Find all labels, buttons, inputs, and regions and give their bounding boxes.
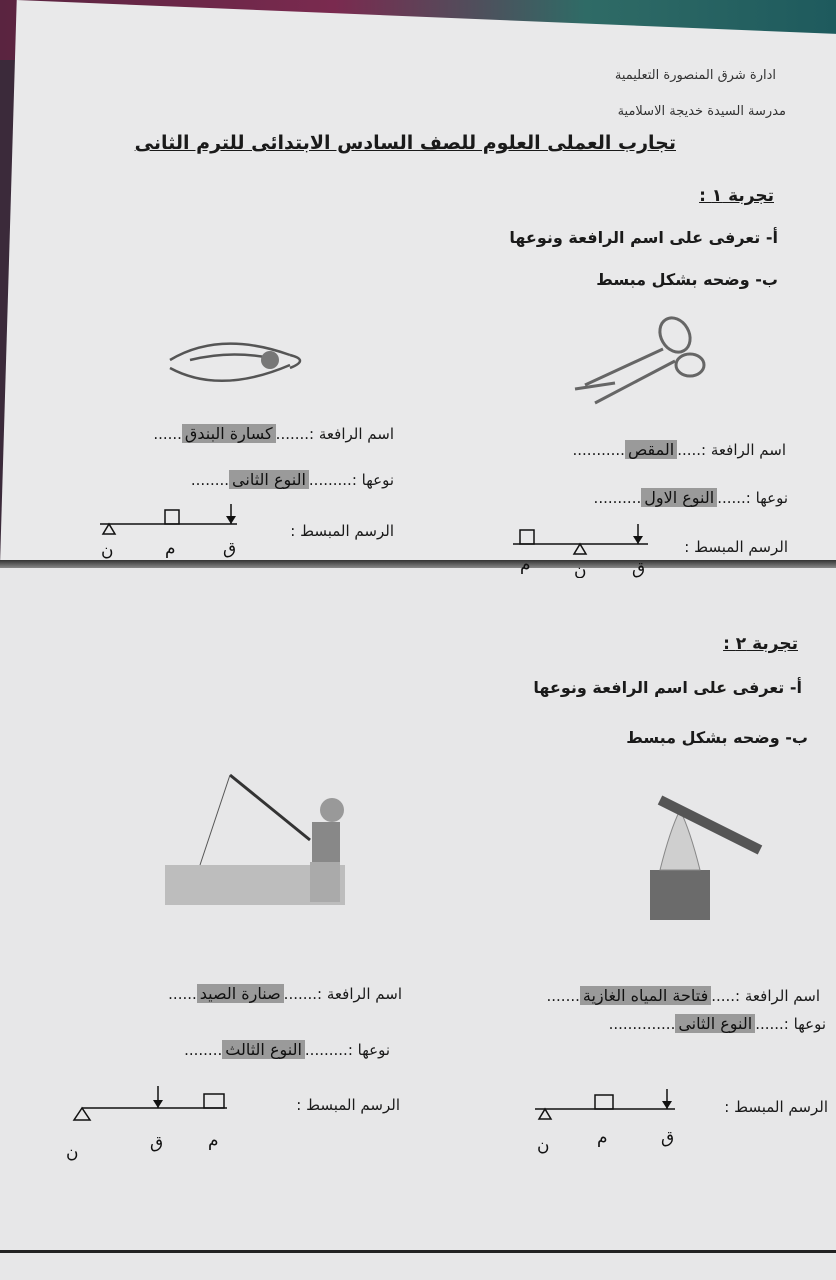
experiment-2-question-b: ب- وضحه بشكل مبسط	[626, 728, 808, 747]
lever-type-dots: ........	[190, 471, 230, 489]
load-letter: م	[208, 1131, 219, 1151]
divider	[0, 1250, 836, 1253]
fulcrum-letter: ن	[537, 1136, 550, 1155]
lever-name-label: اسم الرافعة :.......	[275, 425, 394, 443]
scissors-lever-diagram	[508, 518, 658, 578]
lever-name-answer: المقص	[625, 440, 677, 459]
effort-letter: ق	[150, 1133, 164, 1153]
lever-name-label: اسم الرافعة :.....	[711, 987, 820, 1005]
scissors-image	[565, 305, 715, 415]
bottle-opener-image	[640, 790, 770, 920]
lever-type-answer: النوع الاول	[641, 488, 717, 507]
load-box	[165, 510, 179, 524]
lever-type-answer: النوع الثانى	[229, 470, 309, 489]
nutcracker-image	[160, 320, 320, 410]
lever-type-dots: ..........	[593, 489, 642, 507]
fishing-rod-name-row	[168, 984, 402, 1003]
fishing-rod-lever-diagram	[62, 1082, 232, 1162]
effort-arrow	[662, 1101, 672, 1109]
fulcrum-triangle	[103, 524, 115, 534]
experiment-2-title: تجربة ٢ :	[723, 634, 798, 654]
worksheet-page-bottom	[0, 568, 836, 1280]
lever-type-label: نوعها :......	[717, 489, 788, 507]
load-letter: م	[597, 1128, 608, 1148]
fishing-rod-image	[160, 770, 360, 920]
nutcracker-diagram-label: الرسم المبسط :	[290, 522, 394, 540]
lever-type-label: نوعها :.........	[308, 471, 394, 489]
lever-type-dots: ..............	[608, 1015, 676, 1033]
experiment-1-title: تجربة ١ :	[699, 186, 774, 206]
fishing-rod-type-row	[184, 1040, 390, 1059]
effort-arrow	[633, 536, 643, 544]
experiment-2-question-a: أ- تعرفى على اسم الرافعة ونوعها	[533, 678, 802, 697]
load-letter: م	[520, 555, 531, 575]
bottle-opener-lever-diagram	[525, 1085, 685, 1155]
effort-letter: ق	[661, 1128, 675, 1148]
bottle-opener-name-row	[547, 986, 821, 1005]
experiment-1-question-a: أ- تعرفى على اسم الرافعة ونوعها	[509, 228, 778, 247]
load-box	[520, 530, 534, 544]
effort-letter: ق	[632, 559, 646, 578]
fulcrum-letter: ن	[101, 541, 114, 560]
load-letter: م	[165, 539, 176, 559]
lever-name-answer: صنارة الصيد	[197, 984, 284, 1003]
lever-name-label: اسم الرافعة :.......	[283, 985, 402, 1003]
nutcracker-name-row	[153, 424, 394, 443]
scissors-type-row	[594, 488, 788, 507]
effort-letter: ق	[223, 539, 237, 559]
scissors-name-row	[573, 440, 787, 459]
fulcrum-triangle	[574, 544, 586, 554]
lever-name-answer: فتاحة المياه الغازية	[580, 986, 711, 1005]
load-box	[595, 1095, 613, 1109]
fishing-rod-diagram-label: الرسم المبسط :	[296, 1096, 400, 1114]
lever-type-answer: النوع الثانى	[675, 1014, 755, 1033]
directorate-name: ادارة شرق المنصورة التعليمية	[614, 68, 776, 83]
fulcrum-letter: ن	[574, 561, 587, 578]
lever-name-dots: ...........	[572, 441, 625, 459]
lever-name-dots: ......	[153, 425, 182, 443]
scissors-diagram-label: الرسم المبسط :	[684, 538, 788, 556]
bottle-opener-diagram-label: الرسم المبسط :	[724, 1098, 828, 1116]
fulcrum-triangle	[539, 1109, 551, 1119]
page-fold	[0, 560, 836, 568]
lever-name-label: اسم الرافعة :.....	[677, 441, 786, 459]
school-name: مدرسة السيدة خديجة الاسلامية	[617, 104, 786, 119]
page-title: تجارب العملى العلوم للصف السادس الابتدائى للترم الثانى	[134, 132, 676, 154]
nutcracker-lever-diagram	[95, 500, 245, 560]
nutcracker-type-row	[191, 470, 394, 489]
experiment-1-question-b: ب- وضحه بشكل مبسط	[596, 270, 778, 289]
fulcrum-letter: ن	[66, 1143, 79, 1162]
lever-type-dots: ........	[184, 1041, 223, 1059]
lever-name-dots: ......	[168, 985, 197, 1003]
fulcrum-triangle	[74, 1108, 90, 1120]
effort-arrow	[153, 1100, 163, 1108]
lever-type-label: نوعها :.........	[304, 1041, 390, 1059]
bottle-opener-type-row	[609, 1014, 826, 1033]
lever-name-answer: كسارة البندق	[182, 424, 276, 443]
effort-arrow	[226, 516, 236, 524]
lever-type-answer: النوع الثالث	[222, 1040, 305, 1059]
lever-type-label: نوعها :......	[755, 1015, 826, 1033]
load-box	[204, 1094, 224, 1108]
lever-name-dots: .......	[546, 987, 580, 1005]
